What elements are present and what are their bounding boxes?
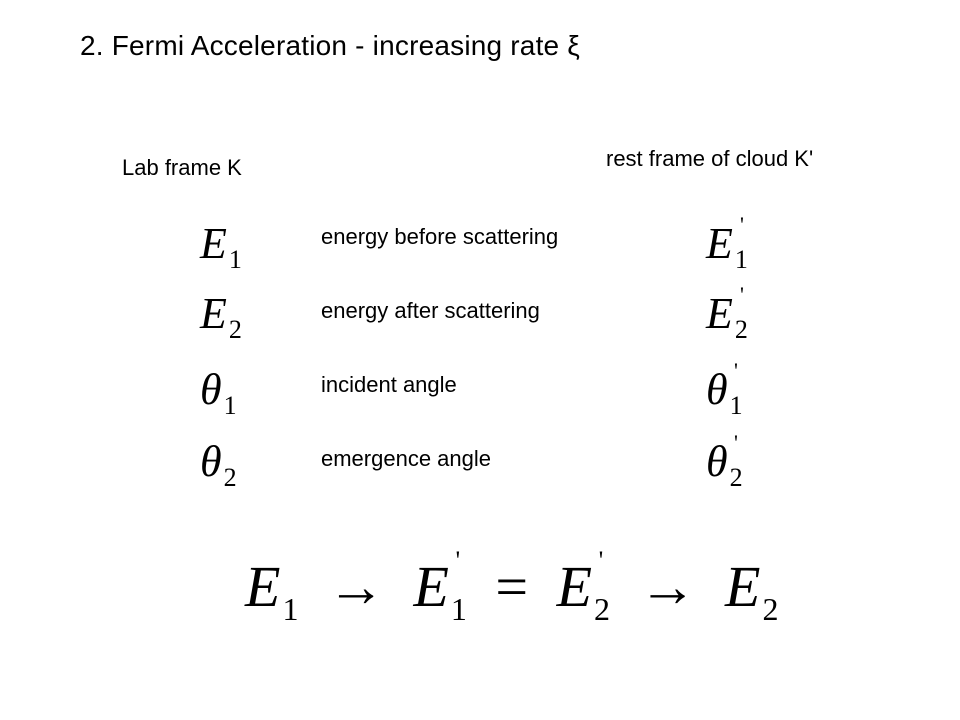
description-emergence-angle: emergence angle — [321, 446, 492, 471]
lab-frame-label: Lab frame K — [122, 155, 242, 180]
formula-arrow-1: → — [326, 554, 385, 619]
energy-transformation-formula — [245, 546, 779, 627]
formula-term-E1-prime: $E_1$ ' — [413, 546, 467, 627]
description-incident-angle: incident angle — [321, 372, 457, 397]
description-energy-before: energy before scattering — [321, 224, 559, 249]
formula-term-E1: $E_1$ — [245, 554, 299, 627]
lab-symbol-E2: $E_2$ — [200, 289, 242, 344]
rest-symbol-E1-prime: $E_1$ ' — [706, 212, 748, 274]
rest-frame-label: rest frame of cloud K' — [606, 146, 814, 171]
formula-term-E2: $E_2$ — [725, 554, 779, 627]
formula-arrow-2: → — [638, 554, 697, 619]
slide-title: 2. Fermi Acceleration - increasing rate ξ — [80, 30, 581, 61]
formula-term-E2-prime: $E_2$ ' — [556, 546, 611, 627]
rest-symbol-theta1-prime: $\theta_1$ ' — [706, 358, 743, 420]
formula-equals: = — [495, 554, 529, 619]
lab-symbol-E1: $E_1$ — [200, 219, 242, 274]
rest-symbol-theta2-prime: $\theta_2$ ' — [706, 430, 743, 492]
rest-symbol-E2-prime: $E_2$ ' — [706, 282, 748, 344]
lab-symbol-theta2: $\theta_2$ — [200, 437, 237, 492]
description-energy-after: energy after scattering — [321, 298, 540, 323]
lab-symbol-theta1: $\theta_1$ — [200, 365, 237, 420]
